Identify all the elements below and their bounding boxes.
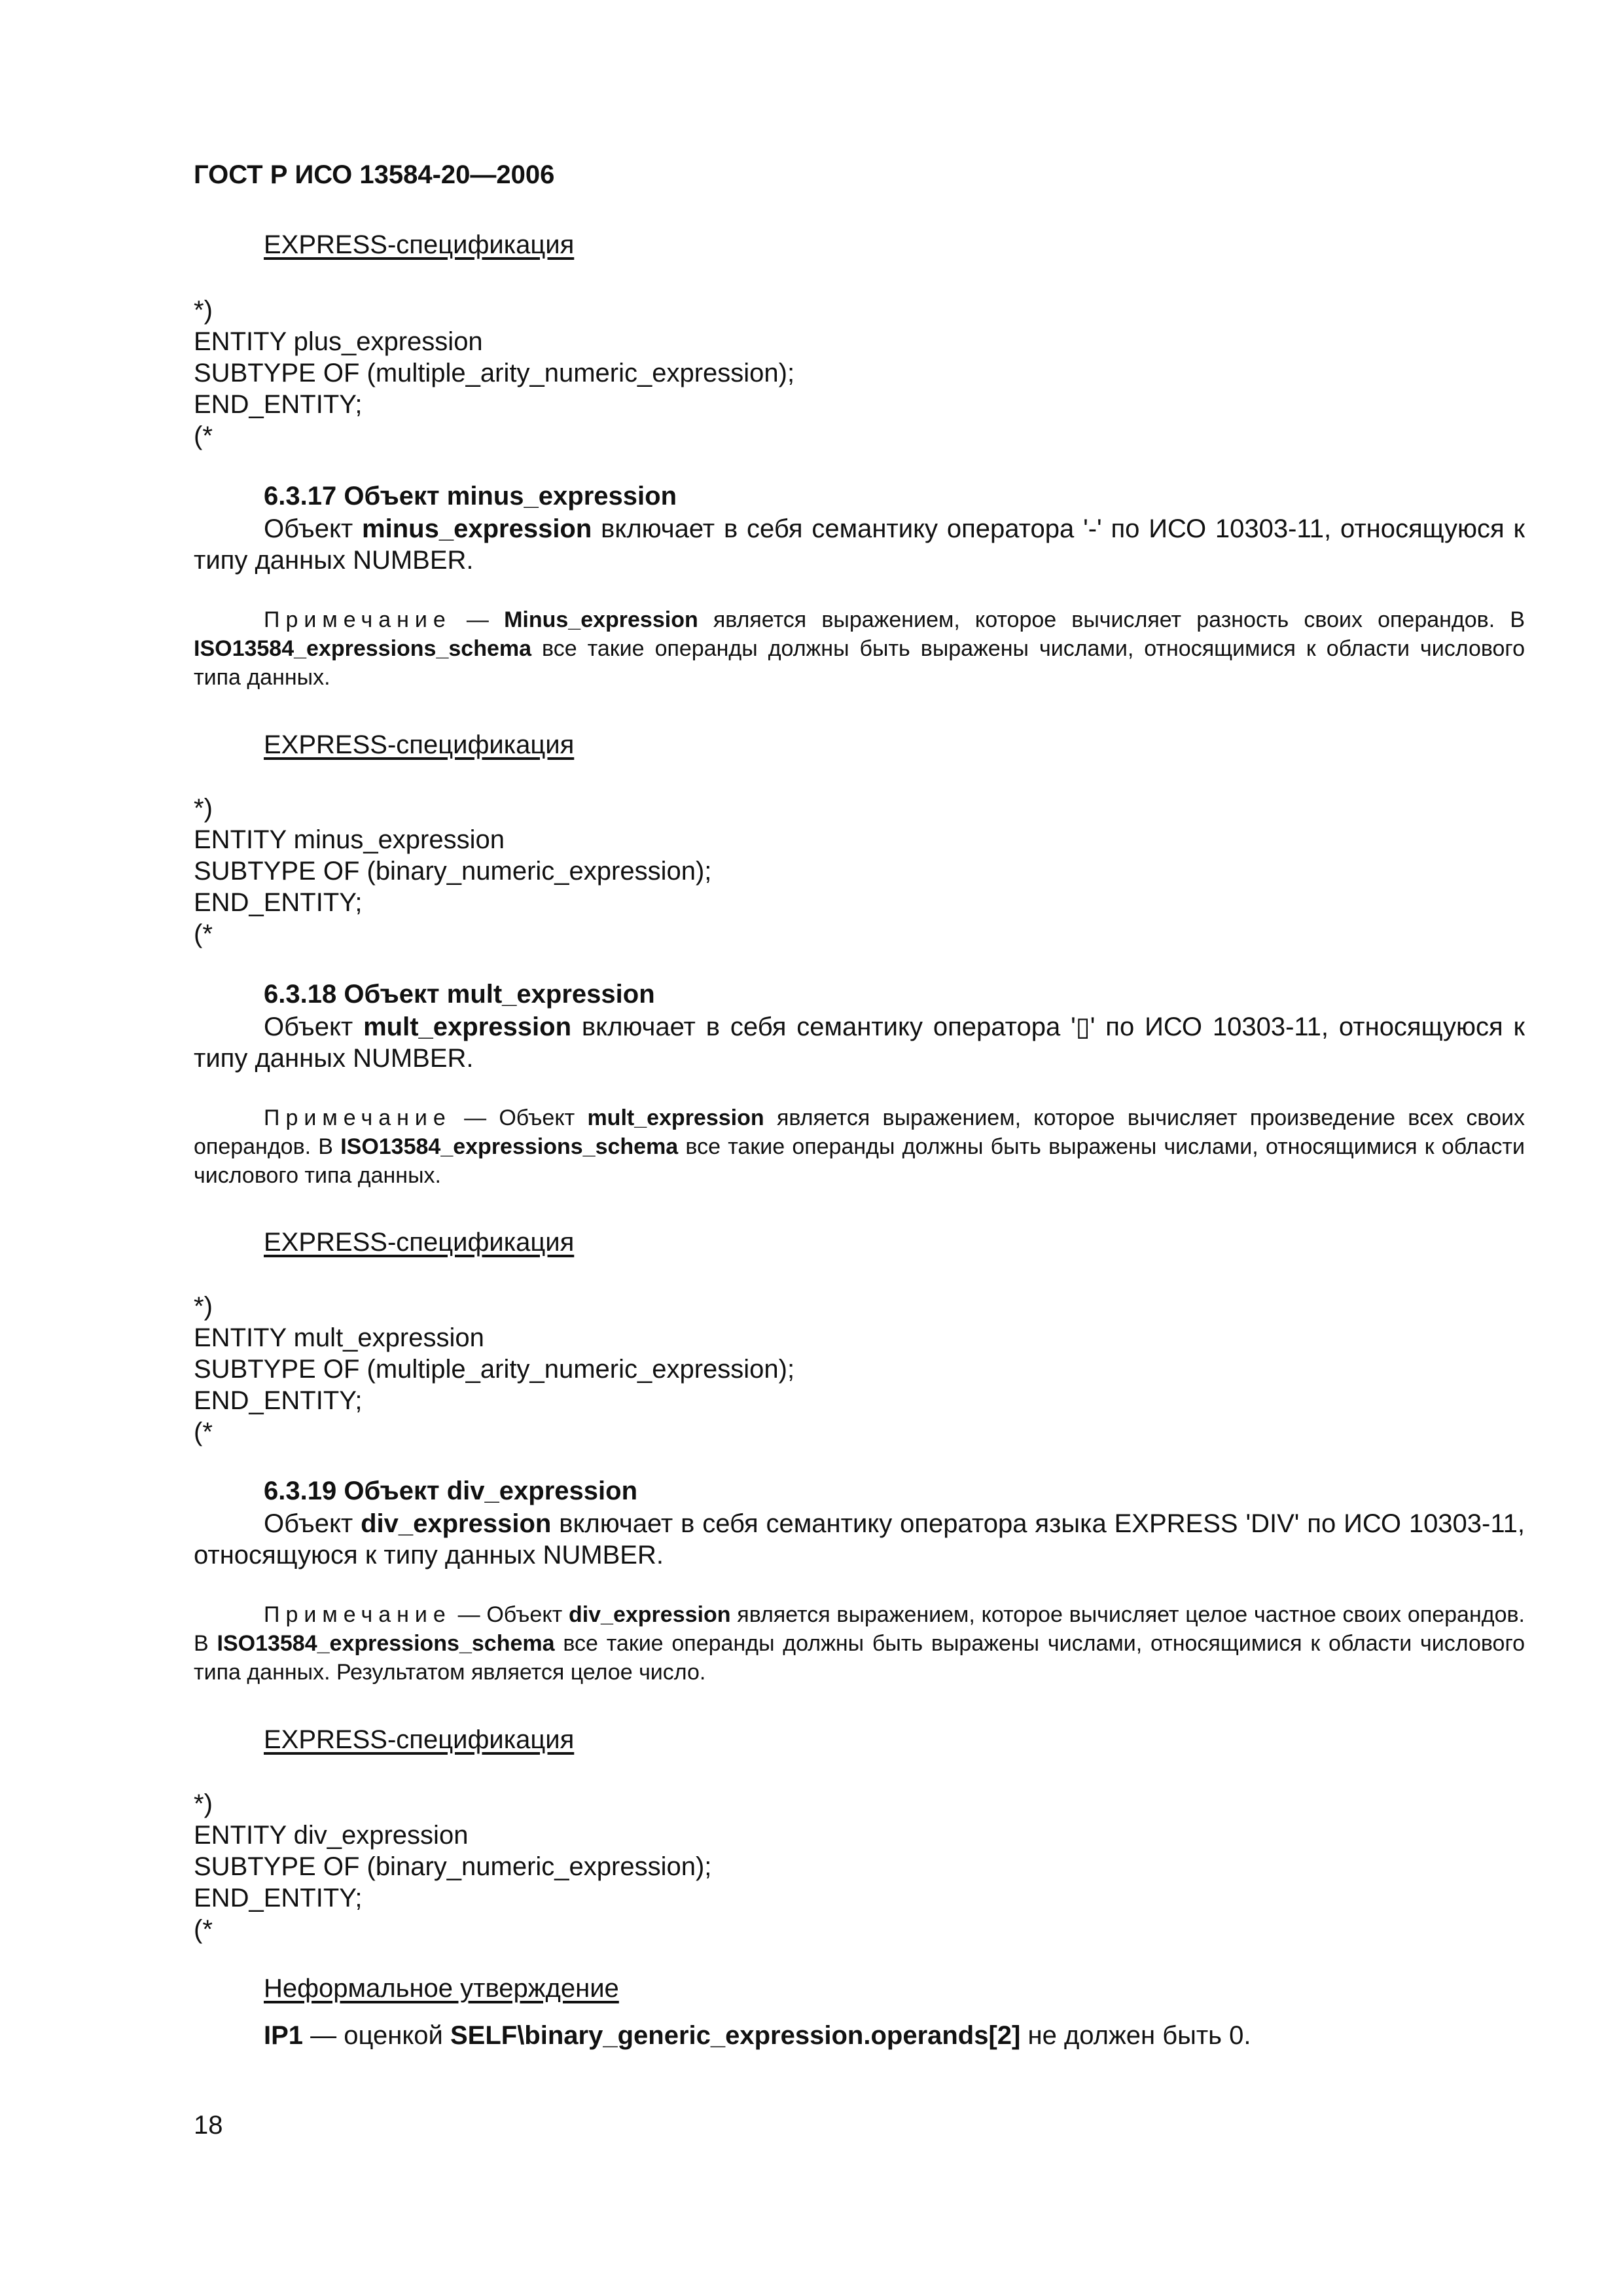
express-spec-label: EXPRESS-спецификация — [264, 1228, 575, 1257]
definition-paragraph: Объект div_expression включает в себя семантику оператора языка EXPRESS 'DIV' по ИСО 10303-11, относящуюся к типу данных NUMBER. — [194, 1509, 1525, 1570]
code-line: END_ENTITY; — [194, 1386, 363, 1415]
express-spec-label: EXPRESS-спецификация — [264, 1725, 575, 1754]
note-paragraph: Примечание — Объект mult_expression является выражением, которое вычисляет произведение всех своих операндов. В ISO13584_expressions_schema все такие операнды должны быть выражены числами, относящимися к области числового типа данных. — [194, 1105, 1525, 1188]
express-spec-label: EXPRESS-спецификация — [264, 230, 575, 259]
page-number: 18 — [194, 2111, 223, 2140]
code-line: ENTITY mult_expression — [194, 1323, 484, 1352]
definition-paragraph: Объект minus_expression включает в себя семантику оператора '-' по ИСО 10303-11, относящуюся к типу данных NUMBER. — [194, 514, 1525, 575]
definition-paragraph: Объект mult_expression включает в себя семантику оператора '▯' по ИСО 10303-11, относящуюся к типу данных NUMBER. — [194, 1013, 1525, 1073]
code-line: SUBTYPE OF (binary_numeric_expression); — [194, 1852, 712, 1881]
code-line: *) — [194, 1292, 213, 1321]
code-line: (* — [194, 920, 213, 948]
code-block-mult-expression — [194, 1291, 794, 1448]
code-line: SUBTYPE OF (binary_numeric_expression); — [194, 857, 712, 886]
section-title-6-3-18: 6.3.18 Объект mult_expression — [264, 980, 655, 1009]
code-line: (* — [194, 1915, 213, 1944]
section-title-6-3-17: 6.3.17 Объект minus_expression — [264, 482, 677, 511]
code-line: END_ENTITY; — [194, 1884, 363, 1912]
code-block-minus-expression — [194, 793, 711, 950]
note-paragraph: Примечание — Minus_expression является выражением, которое вычисляет разность своих операндов. В ISO13584_expressions_schema все такие операнды должны быть выражены числами, относящимися к области числового типа данных. — [194, 607, 1525, 690]
code-line: SUBTYPE OF (multiple_arity_numeric_expression); — [194, 359, 795, 387]
code-line: (* — [194, 422, 213, 450]
code-line: ENTITY div_expression — [194, 1821, 469, 1850]
note-paragraph: Примечание — Объект div_expression является выражением, которое вычисляет целое частное своих операндов. В ISO13584_expressions_schema все такие операнды должны быть выражены числами, относящимися к области числового типа данных. Результатом является целое число. — [194, 1602, 1525, 1685]
code-block-div-expression — [194, 1788, 711, 1945]
code-line: (* — [194, 1418, 213, 1446]
informal-proposition-ip1: IP1 — оценкой SELF\binary_generic_expression.operands[2] не должен быть 0. — [264, 2021, 1251, 2050]
section-title-6-3-19: 6.3.19 Объект div_expression — [264, 1477, 637, 1505]
express-spec-label: EXPRESS-спецификация — [264, 730, 575, 759]
document-header: ГОСТ Р ИСО 13584-20—2006 — [194, 160, 555, 189]
informal-proposition-label: Неформальное утверждение — [264, 1974, 619, 2003]
code-line: *) — [194, 1789, 213, 1818]
code-line: *) — [194, 296, 213, 325]
code-line: END_ENTITY; — [194, 888, 363, 917]
code-line: *) — [194, 794, 213, 823]
code-line: SUBTYPE OF (multiple_arity_numeric_expression); — [194, 1355, 795, 1384]
code-line: ENTITY plus_expression — [194, 327, 483, 356]
code-block-plus-expression — [194, 295, 794, 452]
code-line: ENTITY minus_expression — [194, 825, 505, 854]
code-line: END_ENTITY; — [194, 390, 363, 419]
